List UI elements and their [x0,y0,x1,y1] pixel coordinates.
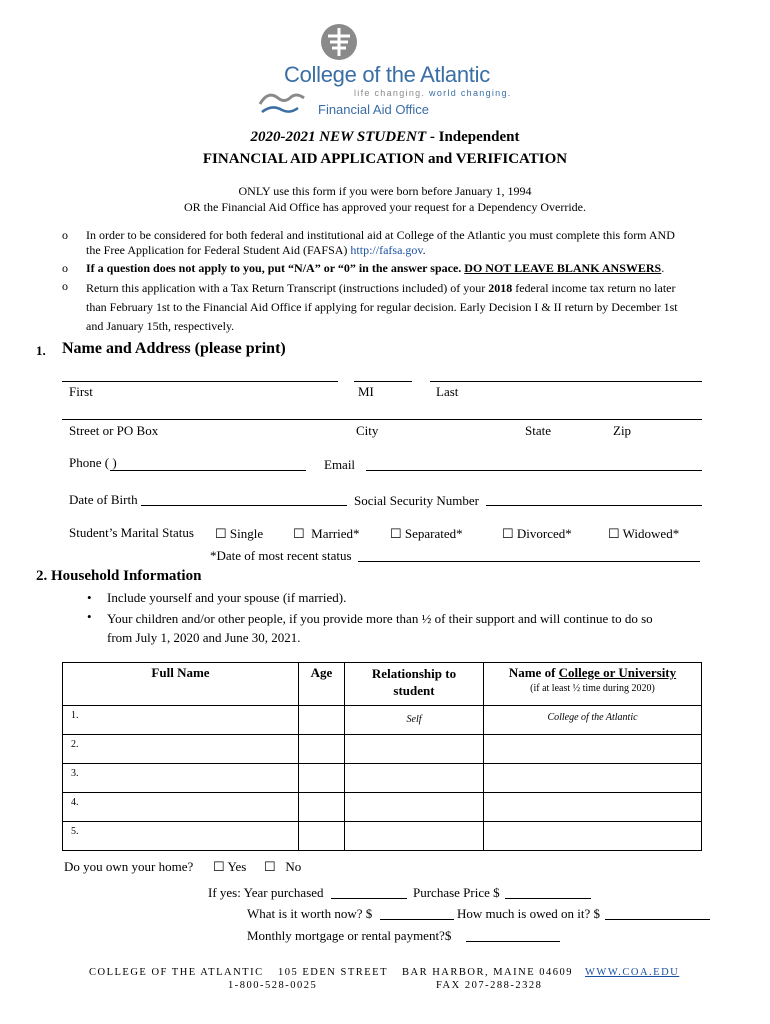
date-status-label: *Date of most recent status [210,548,352,563]
table-row [63,822,702,851]
phone-label: Phone ( ) [69,455,117,470]
row-name-cell[interactable] [63,706,299,735]
footer-street: 105 EDEN STREET [278,967,388,978]
row-relationship-cell[interactable] [345,764,484,793]
footer-city: BAR HARBOR, MAINE 04609 [402,967,574,978]
college-sub: (if at least ½ time during 2020) [530,683,655,694]
state-label: State [525,423,551,438]
bullet-1-end: . [422,243,426,257]
household-bullet-2-line1: Your children and/or other people, if you provide more than ½ of their support and will continue to do so [107,611,653,626]
col-relationship [345,663,484,706]
tagline-part2: world changing. [429,88,512,98]
bullet-marker: o [62,228,68,242]
household-bullet-2-line2: from July 1, 2020 and June 30, 2021. [107,630,301,645]
checkbox-icon[interactable]: ☐ [264,859,276,874]
purchase-price-label: Purchase Price $ [413,885,500,900]
checkbox-icon[interactable]: ☐ [390,526,402,541]
row-college-cell[interactable] [484,793,702,822]
title-year: 2020-2021 NEW STUDENT [250,129,427,145]
bullet-2-end: . [661,261,665,275]
row-relationship-cell[interactable] [345,706,484,735]
city-label: City [356,423,379,438]
last-name-field[interactable] [430,381,702,382]
mortgage-field[interactable] [466,941,560,942]
date-status-field[interactable] [358,561,700,562]
mi-field[interactable] [354,381,412,382]
last-label: Last [436,384,459,399]
owed-label: How much is owed on it? $ [457,906,600,921]
bullet-2-bold: If a question does not apply to you, put “N/A” or “0” in the answer space. [86,261,465,275]
no-label: No [285,859,302,874]
row-college: College of the Atlantic [547,712,638,723]
section1-number: 1. [36,343,46,358]
footer-fax: FAX 207-288-2328 [436,980,543,991]
bullet-1-line1: In order to be considered for both federal and institutional aid at College of the Atlantic you must complete this form AND [86,228,675,242]
marital-separated[interactable] [390,526,463,542]
mortgage-label: Monthly mortgage or rental payment?$ [247,928,452,943]
dob-label: Date of Birth [69,492,138,507]
table-row [63,735,702,764]
married-label: Married* [311,526,360,541]
row-relationship-cell[interactable] [345,735,484,764]
row-age-cell[interactable] [299,793,345,822]
section2-title: 2. Household Information [36,568,202,584]
intro-line1: ONLY use this form if you were born before January 1, 1994 [238,184,532,198]
row-age-cell[interactable] [299,764,345,793]
marital-divorced[interactable] [502,526,572,542]
checkbox-icon[interactable]: ☐ [293,526,305,541]
bullet-3-line2: than February 1st to the Financial Aid Office if applying for regular decision. Early Decision I & II return by December 1st [86,300,678,314]
checkbox-icon[interactable]: ☐ [502,526,514,541]
worth-field[interactable] [380,919,454,920]
bullet-dot: • [87,609,92,624]
title-independent: - Independent [426,129,520,145]
tagline-part1: life changing. [354,88,430,98]
bullet-3-line1b: federal income tax return no later [512,281,676,295]
address-field[interactable] [62,419,702,420]
row-age-cell[interactable] [299,735,345,764]
marital-status-label: Student’s Marital Status [69,525,194,540]
home-question: Do you own your home? [64,859,194,874]
col-age: Age [299,663,345,706]
row-number: 1. [71,710,79,721]
row-number: 2. [71,739,79,750]
worth-label: What is it worth now? $ [247,906,373,921]
table-row [63,706,702,735]
bullet-dot: • [87,590,92,605]
form-title-line1 [0,129,770,146]
divorced-label: Divorced* [516,526,572,541]
row-relationship-cell[interactable] [345,793,484,822]
table-header-row [63,663,702,706]
single-label: Single [229,526,264,541]
widowed-label: Widowed* [622,526,680,541]
checkbox-icon[interactable]: ☐ [213,859,225,874]
checkbox-icon[interactable]: ☐ [215,526,227,541]
bullet-3-line1a: Return this application with a Tax Return Transcript (instructions included) of your [86,281,489,295]
row-number: 3. [71,768,79,779]
email-label: Email [324,457,356,472]
purchase-price-field[interactable] [505,898,591,899]
row-name-cell[interactable] [63,822,299,851]
row-relationship-cell[interactable] [345,822,484,851]
checkbox-icon[interactable]: ☐ [608,526,620,541]
intro-line2: OR the Financial Aid Office has approved your request for a Dependency Override. [184,200,586,214]
first-name-field[interactable] [62,381,338,382]
row-relationship: Self [406,714,422,725]
bullet-3 [86,279,678,336]
relationship-line1: Relationship to [371,666,457,681]
table-row [63,764,702,793]
row-name-cell[interactable] [63,764,299,793]
footer-phone: 1-800-528-0025 [228,980,318,991]
household-bullet-2 [107,609,653,647]
col-college [484,663,702,706]
mi-label: MI [358,384,374,399]
email-field[interactable] [366,470,702,471]
row-college-cell[interactable] [484,706,702,735]
owed-field[interactable] [605,919,710,920]
bullet-2 [86,261,664,276]
relationship-line2: student [393,683,435,698]
row-number: 4. [71,797,79,808]
bullet-1-line2: the Free Application for Federal Student Aid (FAFSA) [86,243,351,257]
year-purchased-label: If yes: Year purchased [208,885,324,900]
household-bullet-1: Include yourself and your spouse (if married). [107,590,347,605]
bullet-3-year: 2018 [488,281,513,295]
ssn-label: Social Security Number [354,493,479,508]
bullet-2-warning: DO NOT LEAVE BLANK ANSWERS [464,261,662,275]
row-name-cell[interactable] [63,793,299,822]
row-college-cell[interactable] [484,822,702,851]
bullet-3-line3: and January 15th, respectively. [86,319,235,333]
phone-field[interactable] [110,470,306,471]
office-name: Financial Aid Office [318,102,430,117]
form-title-line2: FINANCIAL AID APPLICATION and VERIFICATION [202,151,568,167]
tagline [354,88,512,98]
college-underline: College or University [558,665,677,680]
fafsa-link[interactable]: http://fafsa.gov [350,243,423,257]
marital-widowed[interactable] [608,526,679,542]
section1-title: Name and Address (please print) [62,340,286,357]
table-row [63,793,702,822]
marital-single[interactable] [215,526,263,542]
home-no[interactable] [264,859,301,875]
college-name: College of the Atlantic [284,62,490,87]
home-yes[interactable] [213,859,246,875]
college-prefix: Name of [508,665,559,680]
dob-field[interactable] [141,505,347,506]
household-table [62,662,702,851]
yes-label: Yes [227,859,247,874]
footer-college: COLLEGE OF THE ATLANTIC [89,967,264,978]
bullet-marker: o [62,279,68,293]
street-label: Street or PO Box [69,423,159,438]
bullet-1 [86,228,675,258]
college-emblem-icon [318,22,360,62]
logo [258,22,512,122]
row-age-cell[interactable] [299,706,345,735]
separated-label: Separated* [404,526,463,541]
year-purchased-field[interactable] [331,898,407,899]
row-college-cell[interactable] [484,735,702,764]
row-number: 5. [71,826,79,837]
footer-web-link[interactable]: WWW.COA.EDU [585,967,680,978]
col-full-name: Full Name [63,663,299,706]
zip-label: Zip [613,423,632,438]
ssn-field[interactable] [486,505,702,506]
row-age-cell[interactable] [299,822,345,851]
marital-married[interactable] [293,526,360,542]
row-name-cell[interactable] [63,735,299,764]
first-label: First [69,384,93,399]
bullet-marker: o [62,261,68,275]
row-college-cell[interactable] [484,764,702,793]
